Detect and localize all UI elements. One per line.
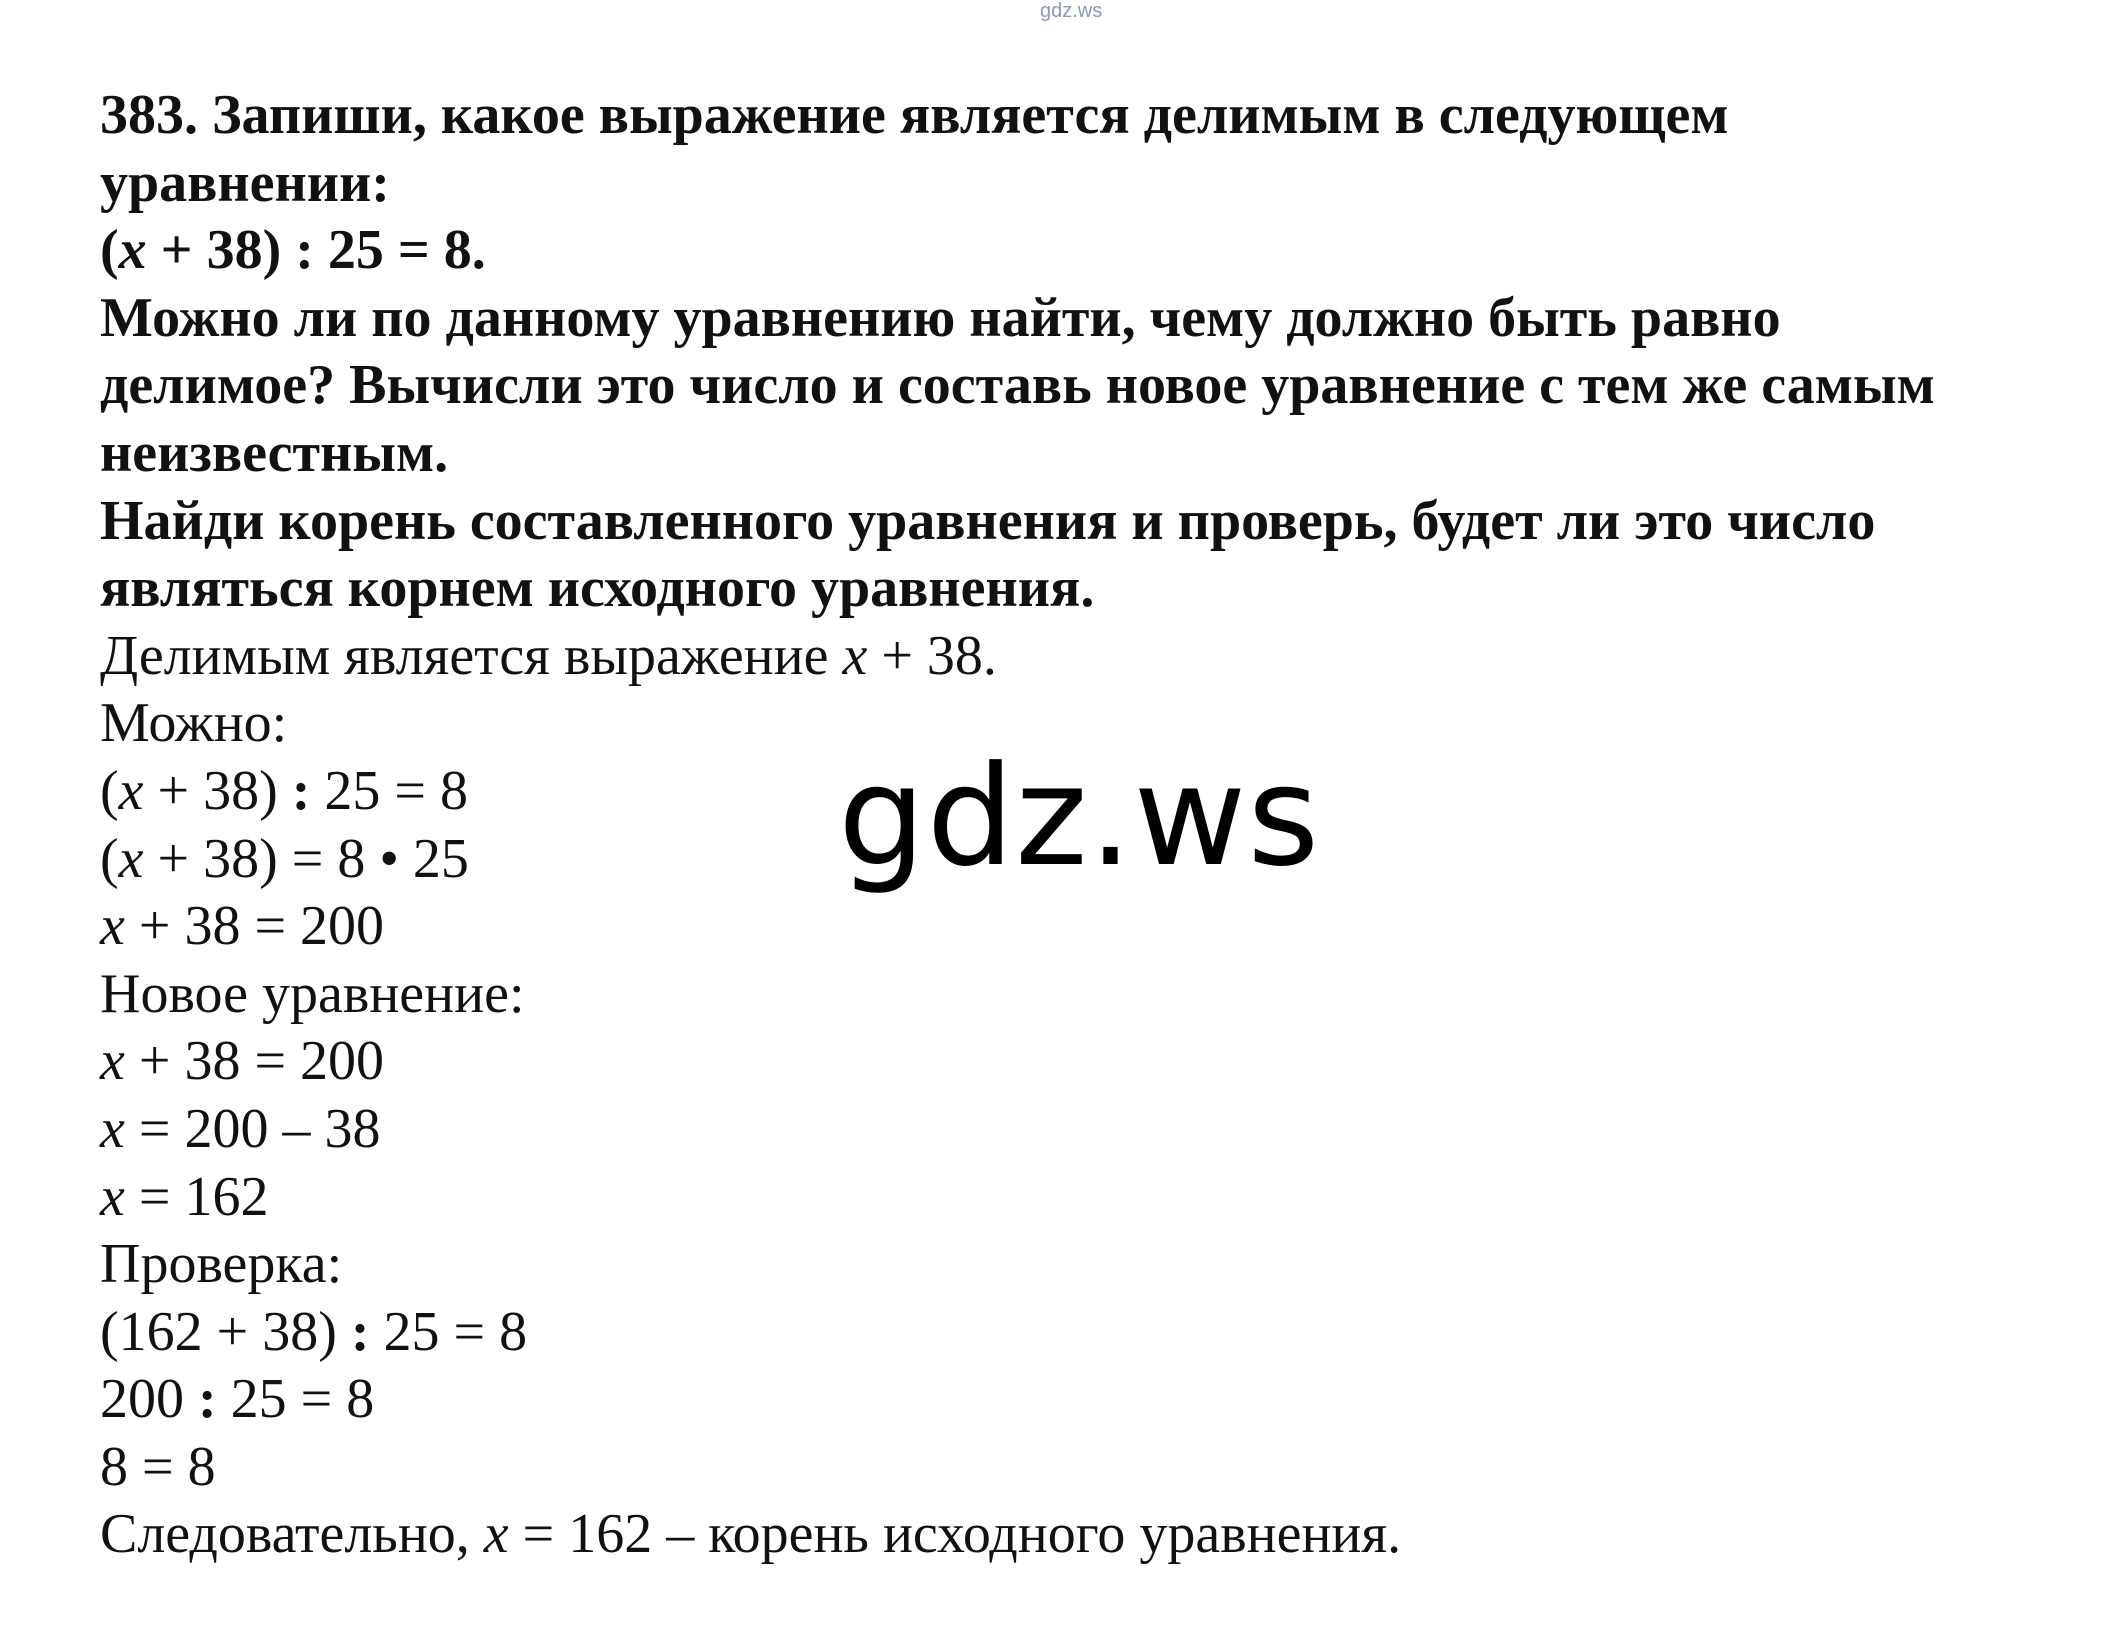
task-line-1: 383. Запиши, какое выражение является делимым в следующем [100, 84, 1729, 146]
solution-new-equation: Новое уравнение: [100, 962, 525, 1025]
task-line-2: уравнении: [100, 151, 390, 214]
new-eq-1-rest: + 38 = 200 [124, 1030, 385, 1093]
conclusion-variable: x [483, 1503, 509, 1566]
solution-dividend [100, 623, 2080, 691]
check-1-colon: : [350, 1300, 370, 1363]
check-1-start: (162 + 38) [100, 1300, 351, 1363]
check-1 [100, 1299, 2080, 1367]
step-2-rest: + 38) = 8 • 25 [143, 827, 469, 890]
solution-step-3 [100, 893, 2080, 961]
solution-can: Можно: [100, 692, 288, 755]
solution-check: Проверка: [100, 1233, 343, 1296]
new-eq-3-rest: = 162 [124, 1165, 269, 1228]
step-2-open: ( [100, 827, 119, 890]
check-1-end: 25 = 8 [369, 1300, 528, 1363]
new-eq-2-variable: x [100, 1097, 125, 1160]
check-2-start: 200 [100, 1368, 198, 1431]
site-mark: gdz.ws [1040, 0, 1103, 22]
check-2-end: 25 = 8 [216, 1368, 375, 1431]
step-1-open: ( [100, 759, 119, 822]
new-equation-3 [100, 1164, 2080, 1232]
conclusion-start: Следовательно, [100, 1503, 484, 1566]
task-equation-variable: x [118, 219, 147, 282]
step-3-rest: + 38 = 200 [124, 895, 385, 958]
task-equation [100, 217, 2080, 285]
dividend-text: Делимым является выражение [100, 624, 843, 687]
watermark: gdz.ws [838, 736, 1321, 897]
conclusion-end: = 162 – корень исходного уравнения. [508, 1503, 1402, 1566]
dividend-variable: x [842, 624, 868, 687]
task-equation-rest: + 38) : 25 = 8. [146, 219, 486, 282]
new-eq-1-variable: x [100, 1030, 125, 1093]
task-equation-open: ( [100, 219, 119, 282]
task-line-8: являться корнем исходного уравнения. [100, 557, 1095, 620]
check-2-colon: : [198, 1368, 217, 1431]
new-equation-1 [100, 1028, 2080, 1096]
new-equation-2 [100, 1096, 2080, 1164]
task-line-7: Найди корень составленного уравнения и проверь, будет ли это число [100, 489, 1876, 552]
step-1-variable: x [118, 759, 144, 822]
new-eq-2-rest: = 200 – 38 [124, 1097, 381, 1160]
task-line-4: Можно ли по данному уравнению найти, чему должно быть равно [100, 286, 1781, 349]
step-1-end: 25 = 8 [310, 759, 468, 822]
task-line-6: неизвестным. [100, 421, 449, 484]
step-2-variable: x [118, 827, 144, 890]
dividend-rest: + 38. [867, 624, 997, 687]
step-3-variable: x [100, 895, 125, 958]
step-1-colon: : [291, 759, 311, 822]
check-2 [100, 1366, 2080, 1434]
task-line-5: делимое? Вычисли это число и составь новое уравнение с тем же самым [100, 354, 1935, 417]
new-eq-3-variable: x [100, 1165, 125, 1228]
step-1-mid: + 38) [143, 759, 292, 822]
check-3: 8 = 8 [100, 1435, 216, 1498]
solution-conclusion [100, 1501, 2080, 1569]
